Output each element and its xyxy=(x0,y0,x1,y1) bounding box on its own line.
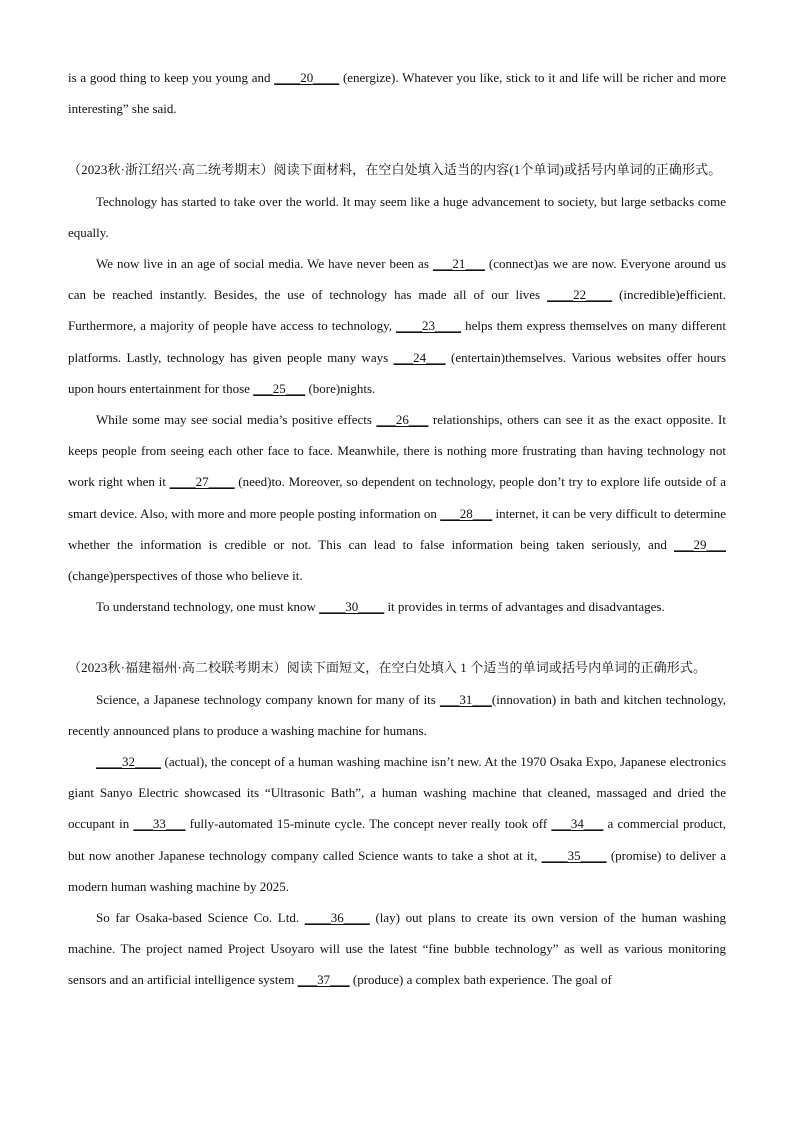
blank-22[interactable]: ____22____ xyxy=(547,287,613,303)
paragraph-s1-1: Technology has started to take over the world. It may seem like a huge advancement to society, but large setbacks come equally. xyxy=(68,193,726,240)
blank-27[interactable]: ____27____ xyxy=(169,474,235,490)
blank-26[interactable]: ___26___ xyxy=(376,412,429,428)
blank-23[interactable]: ____23____ xyxy=(396,318,462,334)
blank-25[interactable]: ___25___ xyxy=(253,380,306,396)
blank-37[interactable]: ___37___ xyxy=(297,972,350,988)
blank-29[interactable]: ___29___ xyxy=(674,536,726,552)
paragraph-s2-2: ____32____ (actual), the concept of a human washing machine isn’t new. At the 1970 Osaka Expo, Japanese electronics giant Sanyo Electric showcased its “Ultrasonic Bath”, a human washing machine that cleaned, massaged and dried the occupant in ___33___ fully-automated 15-minute cycle. The concept never really took off ___34___ a commercial product, but now another Japanese technology company called Science wants to take a shot at it, ____35____ (promise) to deliver a modern human washing machine by 2025. xyxy=(68,754,726,894)
blank-34[interactable]: ___34___ xyxy=(551,816,604,832)
paragraph-s1-4: To understand technology, one must know ____30____ it provides in terms of advantages and disadvantages. xyxy=(96,599,665,615)
section-header-2: （2023秋·福建福州·高二校联考期末）阅读下面短文，在空白处填入 1 个适当的单词或括号内单词的正确形式。 xyxy=(68,660,707,676)
paragraph-s0-1: is a good thing to keep you young and ____20____ (energize). Whatever you like, stick to it and life will be richer and more interesting” she said. xyxy=(68,70,726,117)
blank-28[interactable]: ___28___ xyxy=(440,505,493,521)
blank-21[interactable]: ___21___ xyxy=(432,256,485,272)
blank-24[interactable]: ___24___ xyxy=(393,349,446,365)
paragraph-s1-2: We now live in an age of social media. We have never been as ___21___ (connect)as we are now. Everyone around us can be reached instantly. Besides, the use of technology has made all of our lives ____22____ (incredible)efficient. Furthermore, a majority of people have access to technology, ____23____ helps them express themselves on many different platforms. Lastly, technology has given people many ways ___24___ (entertain)themselves. Various websites offer hours upon hours entertainment for those ___25___ (bore)nights. xyxy=(68,256,727,396)
section-header-1: （2023秋·浙江绍兴·高二统考期末）阅读下面材料，在空白处填入适当的内容(1个单词)或括号内单词的正确形式。 xyxy=(68,162,722,178)
blank-31[interactable]: ___31___ xyxy=(439,691,492,707)
blank-30[interactable]: ____30____ xyxy=(319,599,385,615)
blank-32[interactable]: ____32____ xyxy=(96,754,161,770)
document-page xyxy=(68,62,726,996)
blank-33[interactable]: ___33___ xyxy=(133,816,186,832)
blank-36[interactable]: ____36____ xyxy=(304,910,370,926)
blank-20[interactable]: ____20____ xyxy=(274,70,340,85)
paragraph-s1-3: While some may see social media’s positive effects ___26___ relationships, others can see it as the exact opposite. It keeps people from seeing each other face to face. Meanwhile, there is nothing more frustrating than having technology not work right when it ____27____ (need)to. Moreover, so dependent on technology, people don’t try to explore life outside of a smart device. Also, with more and more people posting information on ___28___ internet, it can be very difficult to determine whether the information is credible or not. This can lead to false information being taken seriously, and ___29___ (change)perspectives of those who believe it. xyxy=(68,412,726,584)
blank-35[interactable]: ____35____ xyxy=(541,847,607,863)
paragraph-s2-1: Science, a Japanese technology company known for many of its ___31___(innovation) in bath and kitchen technology, recently announced plans to produce a washing machine for humans. xyxy=(68,691,726,738)
paragraph-s2-3: So far Osaka-based Science Co. Ltd. ____36____ (lay) out plans to create its own version of the human washing machine. The project named Project Usoyaro will use the latest “fine bubble technology” as well as various monitoring sensors and an artificial intelligence system ___37___ (produce) a complex bath experience. The goal of xyxy=(68,910,726,988)
